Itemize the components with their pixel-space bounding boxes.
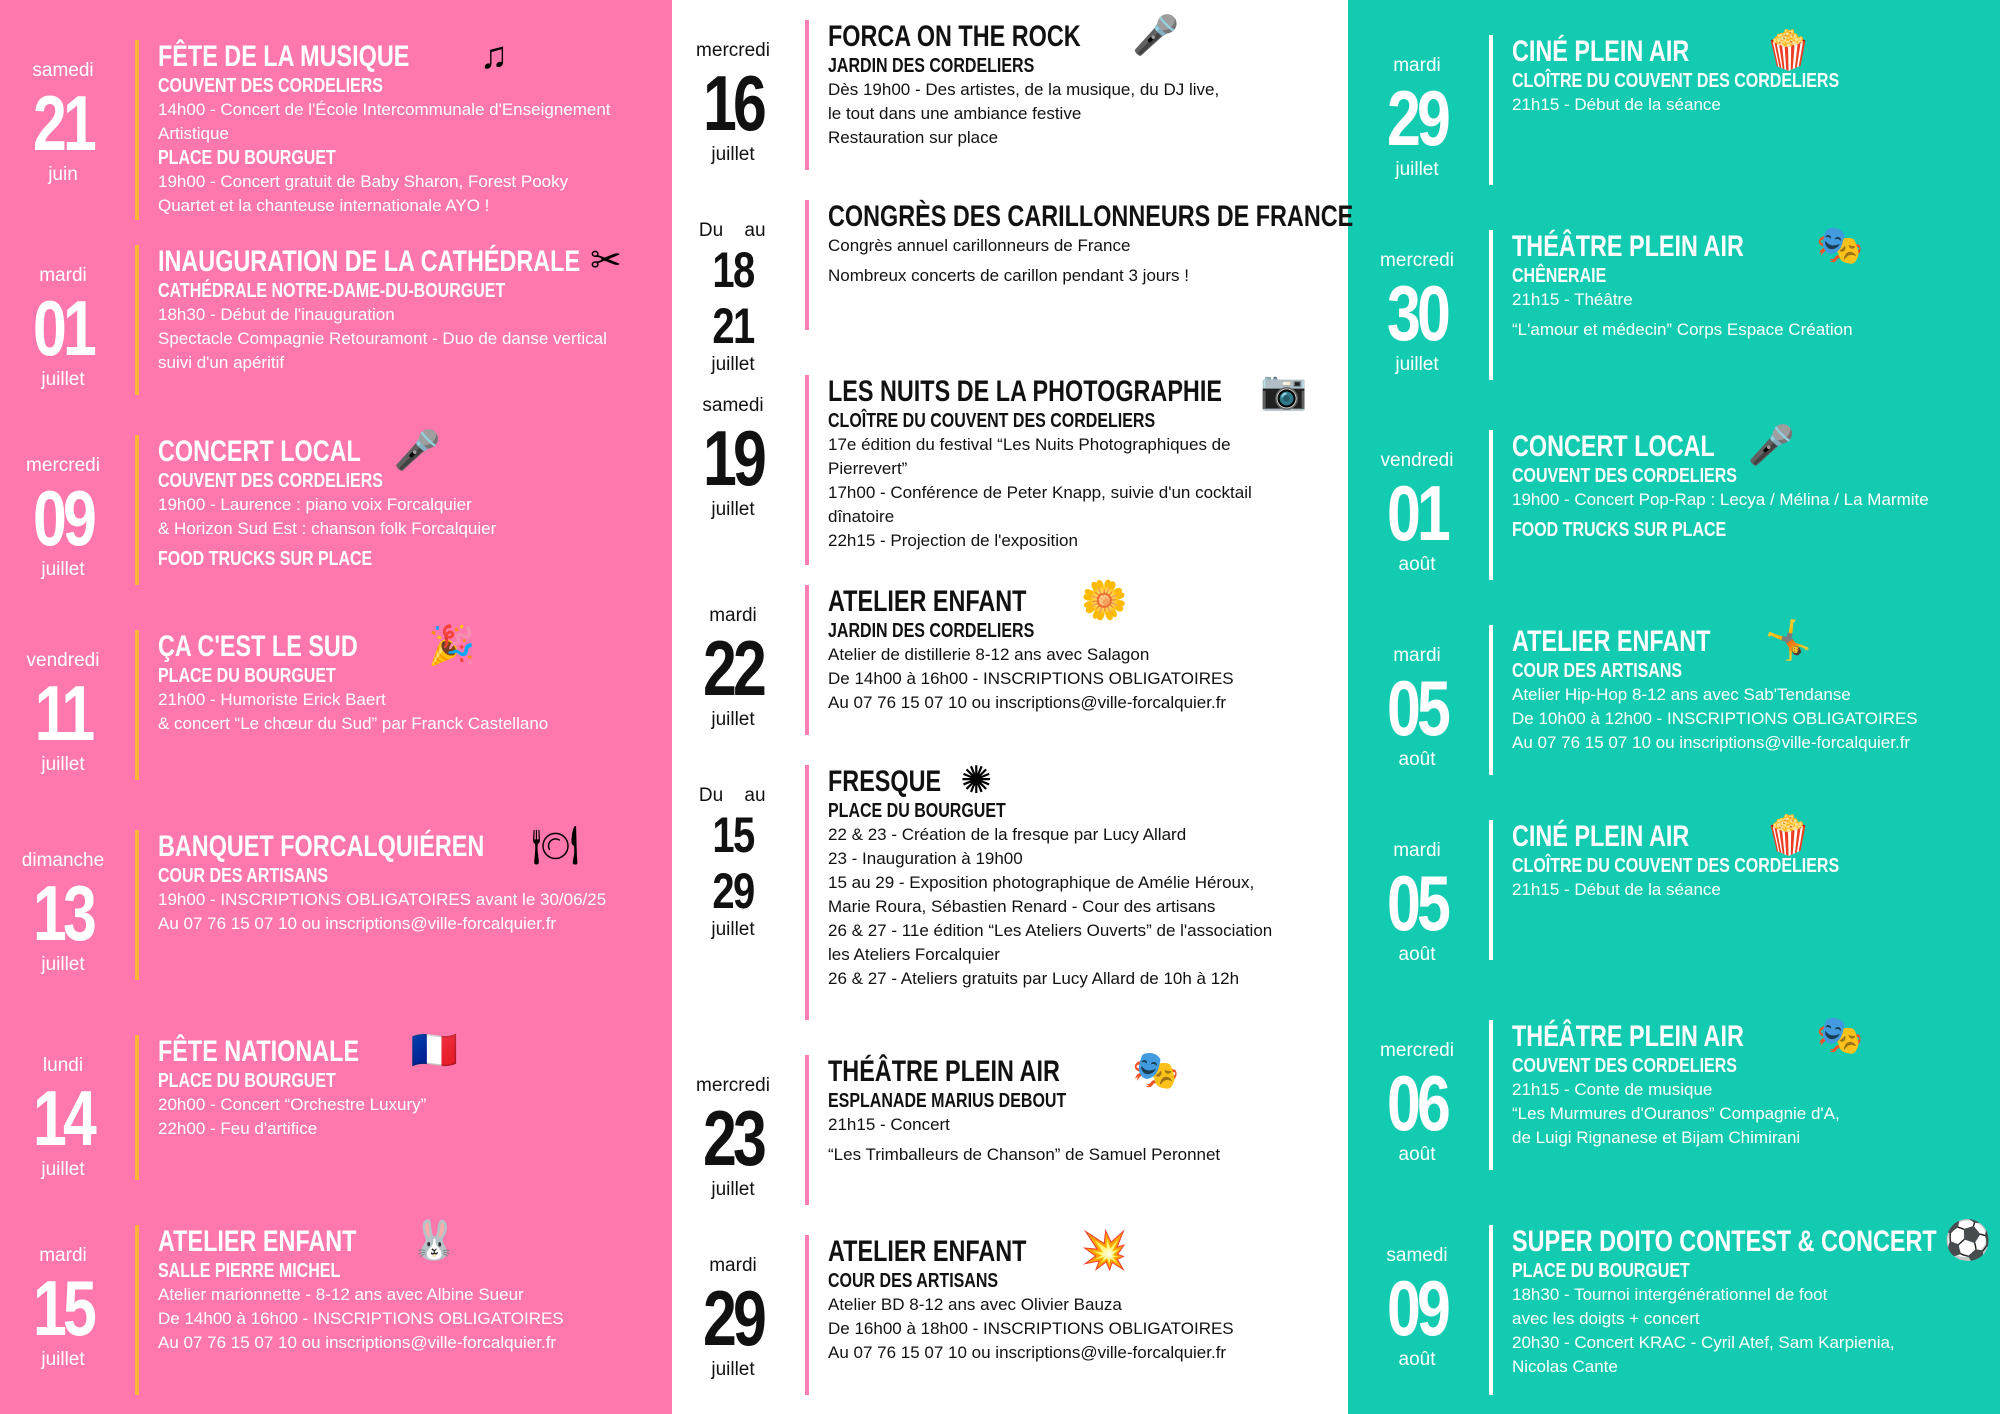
event-detail-line: Atelier marionnette - 8-12 ans avec Albine Sueur [158, 1285, 524, 1304]
event-venue: ESPLANADE MARIUS DEBOUT [828, 1090, 1067, 1112]
date-month: juillet [41, 1159, 85, 1180]
date-number: 11 [34, 669, 92, 757]
event-detail-line: Dès 19h00 - Des artistes, de la musique, du DJ live, [828, 80, 1220, 99]
event-venue: CATHÉDRALE NOTRE-DAME-DU-BOURGUET [158, 280, 506, 302]
event-venue: PLACE DU BOURGUET [1512, 1260, 1690, 1282]
event-detail-line: 21h00 - Humoriste Erick Baert [158, 690, 386, 709]
event-left-0 [8, 35, 648, 220]
event-detail-line: 26 & 27 - Ateliers gratuits par Lucy Allard de 10h à 12h [828, 969, 1240, 988]
event-detail-line: “L'amour et médecin” Corps Espace Création [1512, 320, 1853, 339]
date-number: 19 [703, 414, 763, 502]
date-weekday: mercredi [26, 455, 100, 476]
date-number: 23 [703, 1094, 763, 1182]
event-left-6 [8, 1220, 648, 1395]
date-weekday: mardi [709, 605, 757, 626]
date-number: 06 [1387, 1059, 1447, 1147]
date-range-label [678, 785, 788, 807]
separator-bar [1489, 1225, 1493, 1395]
event-title: CINÉ PLEIN AIR [1512, 820, 1690, 853]
event-title: FORCA ON THE ROCK [828, 20, 1081, 53]
event-venue: CLOÎTRE DU COUVENT DES CORDELIERS [1512, 855, 1840, 877]
event-venue: COUR DES ARTISANS [1512, 660, 1683, 682]
event-middle-6 [678, 1230, 1318, 1395]
separator-bar [1489, 35, 1493, 185]
flower-icon: 🌼 [1080, 580, 1129, 622]
event-left-2 [8, 430, 648, 585]
date-month: juillet [1395, 159, 1439, 180]
event-title-row [1512, 430, 1929, 464]
event-title: FÊTE DE LA MUSIQUE [158, 40, 410, 73]
event-detail-line: Au 07 76 15 07 10 ou inscriptions@ville-forcalquier.fr [1512, 733, 1911, 752]
date-number: 29 [1387, 74, 1447, 162]
event-title-row [158, 1225, 564, 1259]
football-microphone-icon: ⚽ [1944, 1220, 1992, 1262]
popcorn-icon: 🍿 [1764, 815, 1813, 857]
event-date [8, 455, 118, 581]
event-middle-5 [678, 1050, 1318, 1205]
date-weekday: mardi [1393, 55, 1441, 76]
event-venue: PLACE DU BOURGUET [158, 1070, 336, 1092]
event-detail-line: 18h30 - Tournoi intergénérationnel de foot [1512, 1285, 1828, 1304]
event-title: THÉÂTRE PLEIN AIR [828, 1055, 1060, 1088]
separator-bar [1489, 820, 1493, 960]
event-date [8, 60, 118, 186]
date-month: juillet [41, 559, 85, 580]
event-date [8, 1245, 118, 1371]
event-date [1362, 1245, 1472, 1371]
event-title: INAUGURATION DE LA CATHÉDRALE [158, 245, 581, 278]
event-detail-line: 21h15 - Début de la séance [1512, 95, 1721, 114]
microphone-icon: 🎤 [1132, 15, 1180, 57]
event-venue: CLOÎTRE DU COUVENT DES CORDELIERS [828, 410, 1156, 432]
date-month: juillet [711, 499, 755, 520]
date-weekday: samedi [702, 395, 764, 416]
date-number: 15 [33, 1264, 93, 1352]
event-date [1362, 250, 1472, 376]
microphone-icon: 🎤 [1747, 425, 1795, 467]
date-month: août [1398, 1144, 1436, 1165]
event-content [158, 1035, 426, 1141]
event-detail-line: Marie Roura, Sébastien Renard - Cour des artisans [828, 897, 1216, 916]
event-date [678, 395, 788, 521]
separator-bar [135, 830, 139, 980]
date-month: juillet [41, 754, 85, 775]
event-title: BANQUET FORCALQUIÉREN [158, 830, 485, 863]
event-detail-line: Au 07 76 15 07 10 ou inscriptions@ville-forcalquier.fr [828, 1343, 1227, 1362]
party-popper-icon: 🎉 [428, 625, 476, 667]
date-weekday: samedi [32, 60, 94, 81]
event-venue: JARDIN DES CORDELIERS [828, 55, 1035, 77]
event-date [678, 605, 788, 731]
date-weekday: vendredi [26, 650, 100, 671]
date-range-numbers: 15 29 [712, 807, 754, 919]
separator-bar [1489, 625, 1493, 775]
event-venue: COUR DES ARTISANS [158, 865, 329, 887]
event-detail-line: 14h00 - Concert de l'École Intercommunale d'Enseignement [158, 100, 611, 119]
separator-bar [135, 630, 139, 780]
event-venue: COUR DES ARTISANS [828, 1270, 999, 1292]
music-notes-icon: ♫ [479, 35, 509, 77]
event-detail-line: Artistique [158, 124, 229, 143]
event-detail-line: Au 07 76 15 07 10 ou inscriptions@ville-forcalquier.fr [158, 1333, 557, 1352]
separator-bar [135, 1035, 139, 1180]
date-du-label: Du [698, 785, 724, 806]
date-weekday: mercredi [1380, 1040, 1454, 1061]
event-date [678, 785, 788, 941]
event-content [158, 630, 548, 736]
date-month: août [1398, 749, 1436, 770]
event-detail-line: 21h15 - Concert [828, 1115, 950, 1134]
hip-hop-dancer-icon: 🤸 [1764, 620, 1813, 662]
event-detail-line: 19h00 - Concert Pop-Rap : Lecya / Mélina / La Marmite [1512, 490, 1929, 509]
event-venue: PLACE DU BOURGUET [828, 800, 1006, 822]
event-date [8, 650, 118, 776]
event-detail-line: De 16h00 à 18h00 - INSCRIPTIONS OBLIGATOIRES [828, 1319, 1234, 1338]
event-date [678, 1255, 788, 1381]
date-month: juillet [711, 354, 755, 375]
date-number: 13 [33, 869, 93, 957]
separator-bar [805, 1055, 809, 1205]
event-title-row [828, 375, 1333, 409]
event-content [1512, 230, 1853, 342]
event-detail-line: Congrès annuel carillonneurs de France [828, 236, 1131, 255]
date-range-label [678, 220, 788, 242]
event-content [1512, 1020, 1840, 1150]
event-detail-line: dînatoire [828, 507, 895, 526]
event-title: FRESQUE [828, 765, 942, 798]
date-weekday: mardi [39, 1245, 87, 1266]
event-detail-line: De 14h00 à 16h00 - INSCRIPTIONS OBLIGATOIRES [828, 669, 1234, 688]
event-content [1512, 625, 1918, 755]
event-detail-line: 20h00 - Concert “Orchestre Luxury” [158, 1095, 427, 1114]
event-title-row [1512, 820, 1921, 854]
event-title-row [1512, 35, 1921, 69]
event-detail-line: “Les Trimballeurs de Chanson” de Samuel Peronnet [828, 1145, 1221, 1164]
theatre-masks-icon: 🎭 [1816, 1015, 1864, 1057]
date-month: juillet [711, 919, 755, 940]
event-detail-line: 18h30 - Début de l'inauguration [158, 305, 395, 324]
event-detail-line: de Luigi Rignanese et Bijam Chimirani [1512, 1128, 1801, 1147]
date-month: juillet [41, 954, 85, 975]
separator-bar [805, 20, 809, 170]
date-number: 09 [1387, 1264, 1447, 1352]
event-date [678, 40, 788, 166]
event-title: CINÉ PLEIN AIR [1512, 35, 1690, 68]
event-detail-line: Nombreux concerts de carillon pendant 3 jours ! [828, 266, 1189, 285]
event-venue: CLOÎTRE DU COUVENT DES CORDELIERS [1512, 70, 1840, 92]
event-detail-line: 21h15 - Conte de musique [1512, 1080, 1713, 1099]
event-right-6 [1362, 1220, 2000, 1395]
event-title: ÇA C'EST LE SUD [158, 630, 358, 663]
event-detail-line: & concert “Le chœur du Sud” par Franck Castellano [158, 714, 549, 733]
date-range-numbers: 18 21 [712, 242, 754, 354]
event-middle-1 [678, 200, 1354, 375]
puppet-icon: 🐰 [410, 1220, 459, 1262]
event-title: CONGRÈS DES CARILLONNEURS DE FRANCE [828, 200, 1354, 233]
date-month: août [1398, 944, 1436, 965]
event-title: THÉÂTRE PLEIN AIR [1512, 230, 1744, 263]
date-weekday: mardi [1393, 645, 1441, 666]
event-title: THÉÂTRE PLEIN AIR [1512, 1020, 1744, 1053]
date-weekday: samedi [1386, 1245, 1448, 1266]
event-detail-line: 26 & 27 - 11e édition “Les Ateliers Ouverts” de l'association [828, 921, 1273, 940]
event-title: SUPER DOITO CONTEST & CONCERT [1512, 1225, 1937, 1258]
comic-cool-icon: 💥 [1080, 1230, 1129, 1272]
event-middle-3 [678, 580, 1318, 735]
event-detail-line: Atelier Hip-Hop 8-12 ans avec Sab'Tendanse [1512, 685, 1851, 704]
event-middle-4 [678, 760, 1318, 1020]
separator-bar [1489, 230, 1493, 380]
event-detail-line: 15 au 29 - Exposition photographique de Amélie Héroux, [828, 873, 1255, 892]
event-title: ATELIER ENFANT [158, 1225, 357, 1258]
date-number: 21 [33, 79, 93, 167]
event-left-3 [8, 625, 648, 780]
date-number: 01 [1387, 469, 1447, 557]
date-weekday: mercredi [696, 40, 770, 61]
date-weekday: mercredi [696, 1075, 770, 1096]
event-detail-line: 17e édition du festival “Les Nuits Photographiques de [828, 435, 1231, 454]
date-month: juillet [41, 369, 85, 390]
event-detail-line: le tout dans une ambiance festive [828, 104, 1082, 123]
event-title-row [158, 435, 496, 469]
event-title: ATELIER ENFANT [828, 585, 1027, 618]
event-content [1512, 820, 1921, 902]
event-title-row [158, 40, 611, 74]
date-month: juin [48, 164, 78, 185]
date-weekday: dimanche [21, 850, 105, 871]
event-date [8, 1055, 118, 1181]
date-number: 29 [703, 1274, 763, 1362]
event-detail-line: De 14h00 à 16h00 - INSCRIPTIONS OBLIGATOIRES [158, 1309, 564, 1328]
event-detail-line: Au 07 76 15 07 10 ou inscriptions@ville-forcalquier.fr [828, 693, 1227, 712]
separator-bar [805, 1235, 809, 1395]
date-au-label: au [744, 785, 766, 806]
event-right-1 [1362, 225, 2000, 380]
event-detail-line: les Ateliers Forcalquier [828, 945, 1000, 964]
event-detail-line: Nicolas Cante [1512, 1357, 1618, 1376]
food-trucks-note: FOOD TRUCKS SUR PLACE [158, 548, 373, 570]
event-right-5 [1362, 1015, 2000, 1170]
camera-icon: 📷 [1260, 370, 1308, 412]
separator-bar [1489, 430, 1493, 580]
event-content [158, 40, 611, 218]
event-date [678, 220, 788, 376]
date-weekday: mardi [39, 265, 87, 286]
event-detail-line: 19h00 - Concert gratuit de Baby Sharon, Forest Pooky [158, 172, 569, 191]
event-date [1362, 450, 1472, 576]
event-venue: COUVENT DES CORDELIERS [1512, 1055, 1737, 1077]
date-month: juillet [1395, 354, 1439, 375]
event-left-5 [8, 1030, 648, 1180]
event-right-3 [1362, 620, 2000, 775]
theatre-masks-icon: 🎭 [1816, 225, 1864, 267]
event-content [828, 585, 1234, 715]
event-title-row [1512, 1225, 2000, 1259]
date-number: 30 [1387, 269, 1447, 357]
event-content [158, 1225, 564, 1355]
event-date [1362, 840, 1472, 966]
event-title: ATELIER ENFANT [1512, 625, 1711, 658]
event-detail-line: 22 & 23 - Création de la fresque par Lucy Allard [828, 825, 1187, 844]
date-au-label: au [744, 220, 766, 241]
event-date [1362, 55, 1472, 181]
separator-bar [805, 200, 809, 330]
event-left-4 [8, 825, 648, 980]
date-number: 01 [33, 284, 93, 372]
date-du-label: Du [698, 220, 724, 241]
event-right-4 [1362, 815, 2000, 965]
event-detail-line: suivi d'un apéritif [158, 353, 285, 372]
microphone-icon: 🎤 [393, 430, 441, 472]
event-middle-0 [678, 15, 1318, 170]
event-detail-line: 20h30 - Concert KRAC - Cyril Atef, Sam Karpienia, [1512, 1333, 1895, 1352]
event-title: LES NUITS DE LA PHOTOGRAPHIE [828, 375, 1222, 408]
event-venue: JARDIN DES CORDELIERS [828, 620, 1035, 642]
theatre-masks-icon: 🎭 [1132, 1050, 1180, 1092]
date-month: août [1398, 554, 1436, 575]
event-venue: COUVENT DES CORDELIERS [158, 75, 383, 97]
separator-bar [1489, 1020, 1493, 1170]
event-content [158, 435, 496, 571]
event-date [8, 265, 118, 391]
event-title-row [1512, 1020, 1840, 1054]
event-detail-line: Spectacle Compagnie Retouramont - Duo de danse vertical [158, 329, 607, 348]
date-number: 14 [33, 1074, 93, 1162]
event-title: FÊTE NATIONALE [158, 1035, 360, 1068]
date-number: 05 [1387, 664, 1447, 752]
event-detail-line: Quartet et la chanteuse internationale AYO ! [158, 196, 490, 215]
date-weekday: lundi [42, 1055, 84, 1076]
popcorn-icon: 🍿 [1764, 30, 1813, 72]
event-venue: PLACE DU BOURGUET [158, 665, 336, 687]
event-title-row [828, 585, 1234, 619]
event-venue: SALLE PIERRE MICHEL [158, 1260, 341, 1282]
event-detail-line: 21h15 - Début de la séance [1512, 880, 1721, 899]
event-detail-line: Pierrevert” [828, 459, 908, 478]
french-flag-icon: 🇫🇷 [410, 1030, 459, 1072]
event-content [828, 375, 1333, 553]
event-date [1362, 645, 1472, 771]
date-number: 05 [1387, 859, 1447, 947]
event-detail-line: “Les Murmures d'Ouranos” Compagnie d'A, [1512, 1104, 1840, 1123]
plate-cutlery-icon: 🍽 [531, 825, 580, 867]
event-venue: CHÊNERAIE [1512, 265, 1607, 287]
event-title-row [828, 1235, 1234, 1269]
event-middle-2 [678, 370, 1318, 565]
event-title-row [158, 630, 548, 664]
event-title-row [828, 765, 1272, 799]
event-detail-line: Atelier de distillerie 8-12 ans avec Salagon [828, 645, 1150, 664]
event-detail-line: Restauration sur place [828, 128, 999, 147]
date-number: 22 [703, 624, 763, 712]
date-month: juillet [711, 1359, 755, 1380]
date-weekday: mardi [709, 1255, 757, 1276]
event-content [1512, 430, 1929, 542]
event-detail-line: De 10h00 à 12h00 - INSCRIPTIONS OBLIGATOIRES [1512, 709, 1918, 728]
date-number: 09 [33, 474, 93, 562]
separator-bar [135, 40, 139, 220]
event-detail-line: 22h15 - Projection de l'exposition [828, 531, 1078, 550]
event-venue: COUVENT DES CORDELIERS [1512, 465, 1737, 487]
event-content [828, 765, 1272, 991]
event-venue: COUVENT DES CORDELIERS [158, 470, 383, 492]
event-date [678, 1075, 788, 1201]
date-number: 16 [703, 59, 763, 147]
date-month: août [1398, 1349, 1436, 1370]
event-detail-line: 19h00 - Laurence : piano voix Forcalquier [158, 495, 472, 514]
event-title-row [828, 200, 1501, 234]
date-month: juillet [711, 1179, 755, 1200]
event-detail-line: 19h00 - INSCRIPTIONS OBLIGATOIRES avant le 30/06/25 [158, 890, 607, 909]
separator-bar [805, 585, 809, 735]
event-venue: PLACE DU BOURGUET [158, 147, 336, 169]
event-title: CONCERT LOCAL [1512, 430, 1715, 463]
food-trucks-note: FOOD TRUCKS SUR PLACE [1512, 519, 1727, 541]
event-detail-line: Au 07 76 15 07 10 ou inscriptions@ville-forcalquier.fr [158, 914, 557, 933]
date-weekday: mardi [1393, 840, 1441, 861]
event-left-1 [8, 240, 648, 395]
event-detail-line: & Horizon Sud Est : chanson folk Forcalquier [158, 519, 497, 538]
event-title: CONCERT LOCAL [158, 435, 361, 468]
date-month: juillet [711, 144, 755, 165]
event-right-0 [1362, 30, 2000, 185]
date-weekday: vendredi [1380, 450, 1454, 471]
event-content [828, 1235, 1234, 1365]
event-title-row [1512, 230, 1853, 264]
date-weekday: mercredi [1380, 250, 1454, 271]
date-month: juillet [41, 1349, 85, 1370]
event-content [1512, 1225, 2000, 1379]
separator-bar [805, 765, 809, 1020]
event-date [8, 850, 118, 976]
event-detail-line: Atelier BD 8-12 ans avec Olivier Bauza [828, 1295, 1122, 1314]
event-detail-line: 23 - Inauguration à 19h00 [828, 849, 1023, 868]
separator-bar [135, 245, 139, 395]
event-date [1362, 1040, 1472, 1166]
event-detail-line: 17h00 - Conférence de Peter Knapp, suivie d'un cocktail [828, 483, 1252, 502]
ribbon-scissors-icon: ✂ [590, 240, 622, 282]
event-content [1512, 35, 1921, 117]
separator-bar [135, 1225, 139, 1395]
event-detail-line: avec les doigts + concert [1512, 1309, 1700, 1328]
event-title: ATELIER ENFANT [828, 1235, 1027, 1268]
event-title-row [1512, 625, 1918, 659]
event-detail-line: 21h15 - Théâtre [1512, 290, 1633, 309]
event-right-2 [1362, 425, 2000, 580]
paint-splash-icon: ✺ [960, 760, 993, 802]
date-month: juillet [711, 709, 755, 730]
event-detail-line: 22h00 - Feu d'artifice [158, 1119, 318, 1138]
separator-bar [805, 375, 809, 565]
separator-bar [135, 435, 139, 585]
event-title-row [158, 1035, 426, 1069]
